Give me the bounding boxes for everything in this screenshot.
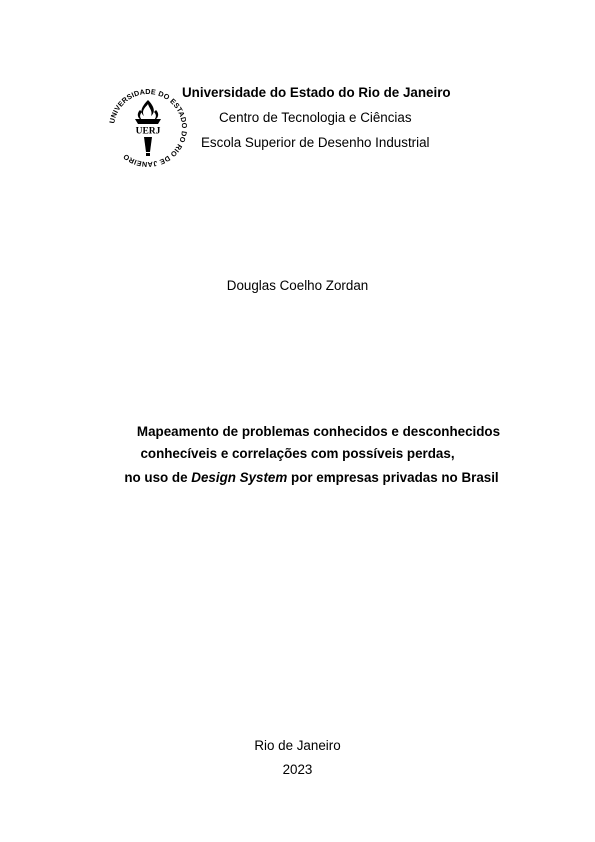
author-name: Douglas Coelho Zordan xyxy=(226,278,369,293)
city: Rio de Janeiro xyxy=(254,738,341,753)
thesis-title-line-2: conhecíveis e correlações com possíveis perdas, xyxy=(140,446,455,461)
school-name: Escola Superior de Desenho Industrial xyxy=(201,135,430,150)
center-name: Centro de Tecnologia e Ciências xyxy=(219,110,412,125)
title-emphasis: Design System xyxy=(191,470,288,485)
university-name: Universidade do Estado do Rio de Janeiro xyxy=(182,85,451,100)
title-line-3-suffix: por empresas privadas no Brasil xyxy=(287,470,499,485)
svg-text:UNIVERSIDADE DO ESTADO DO RIO: UNIVERSIDADE DO ESTADO DO RIO DE JANEIRO xyxy=(107,86,190,170)
thesis-title-line-1: Mapeamento de problemas conhecidos e desconhecidos xyxy=(136,424,501,439)
title-line-3-prefix: no uso de xyxy=(124,470,192,485)
uerj-seal-logo xyxy=(106,86,190,170)
svg-text:UERJ: UERJ xyxy=(135,126,161,137)
thesis-title-line-3 xyxy=(14,470,595,486)
year: 2023 xyxy=(282,762,313,777)
